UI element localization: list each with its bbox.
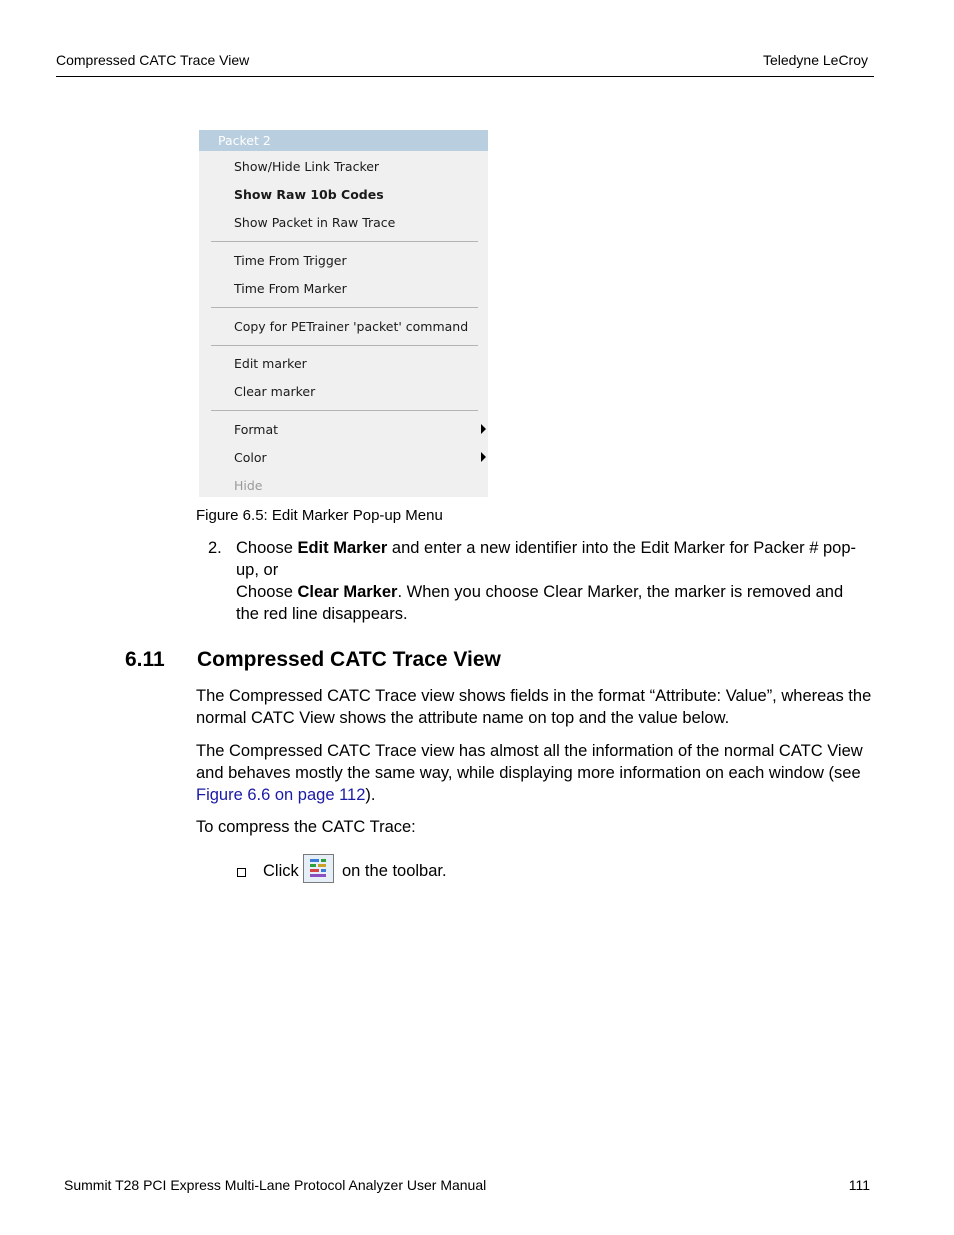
- edit-marker-term: Edit Marker: [297, 539, 388, 557]
- menu-title: Packet 2: [199, 130, 488, 151]
- menu-item-hide: Hide: [234, 478, 263, 493]
- menu-item-color[interactable]: Color: [234, 450, 267, 465]
- header-company: Teledyne LeCroy: [762, 52, 868, 68]
- header-rule: [56, 76, 874, 77]
- section-heading: [125, 648, 501, 672]
- submenu-arrow-icon: [481, 424, 486, 434]
- section-number: 6.11: [125, 648, 165, 671]
- menu-separator: [211, 410, 478, 411]
- menu-separator: [211, 241, 478, 242]
- menu-item-copy-for-petrainer[interactable]: Copy for PETrainer 'packet' command: [234, 319, 469, 334]
- step-line-clear: Choose Clear Marker. When you choose Clear Marker, the marker is removed and the red line disappears.: [236, 583, 844, 623]
- paragraph-3: To compress the CATC Trace:: [196, 818, 416, 836]
- header-title: Compressed CATC Trace View: [56, 52, 250, 68]
- clear-marker-term: Clear Marker: [297, 583, 398, 601]
- menu-item-time-from-marker[interactable]: Time From Marker: [234, 281, 347, 296]
- footer-page-number: 111: [848, 1177, 870, 1193]
- step-number: 2.: [208, 539, 222, 557]
- footer-manual-title: Summit T28 PCI Express Multi-Lane Protocol Analyzer User Manual: [64, 1177, 487, 1193]
- menu-separator: [211, 345, 478, 346]
- compress-trace-toolbar-icon: [303, 854, 334, 883]
- submenu-arrow-icon: [481, 452, 486, 462]
- edit-marker-popup-menu: [199, 130, 488, 497]
- bullet-square-icon: [237, 868, 246, 877]
- menu-item-show-packet-in-raw-trace[interactable]: Show Packet in Raw Trace: [234, 215, 396, 230]
- menu-item-format[interactable]: Format: [234, 422, 279, 437]
- menu-item-show-hide-link-tracker[interactable]: Show/Hide Link Tracker: [234, 159, 380, 174]
- paragraph-1: The Compressed CATC Trace view shows fields in the format “Attribute: Value”, whereas the normal CATC View shows the attribute name on top and the value below.: [196, 687, 872, 727]
- section-title: Compressed CATC Trace View: [197, 648, 501, 671]
- menu-item-show-raw-10b-codes[interactable]: Show Raw 10b Codes: [234, 187, 384, 202]
- menu-item-edit-marker[interactable]: Edit marker: [234, 356, 307, 371]
- figure-caption: Figure 6.5: Edit Marker Pop-up Menu: [196, 507, 443, 524]
- bullet-after-text: on the toolbar.: [342, 862, 447, 880]
- menu-item-clear-marker[interactable]: Clear marker: [234, 384, 316, 399]
- step-line-edit: Choose Edit Marker and enter a new identifier into the Edit Marker for Packer # pop-up, or: [236, 539, 857, 579]
- paragraph-2: The Compressed CATC Trace view has almost all the information of the normal CATC View and behaves mostly the same way, while displaying more information on each window (see Figure 6.6 on page 112).: [196, 742, 863, 804]
- figure-link[interactable]: Figure 6.6 on page 112: [196, 786, 366, 804]
- bullet-click-text: Click: [263, 862, 299, 880]
- menu-item-time-from-trigger[interactable]: Time From Trigger: [234, 253, 347, 268]
- menu-separator: [211, 307, 478, 308]
- step-2: [208, 537, 868, 625]
